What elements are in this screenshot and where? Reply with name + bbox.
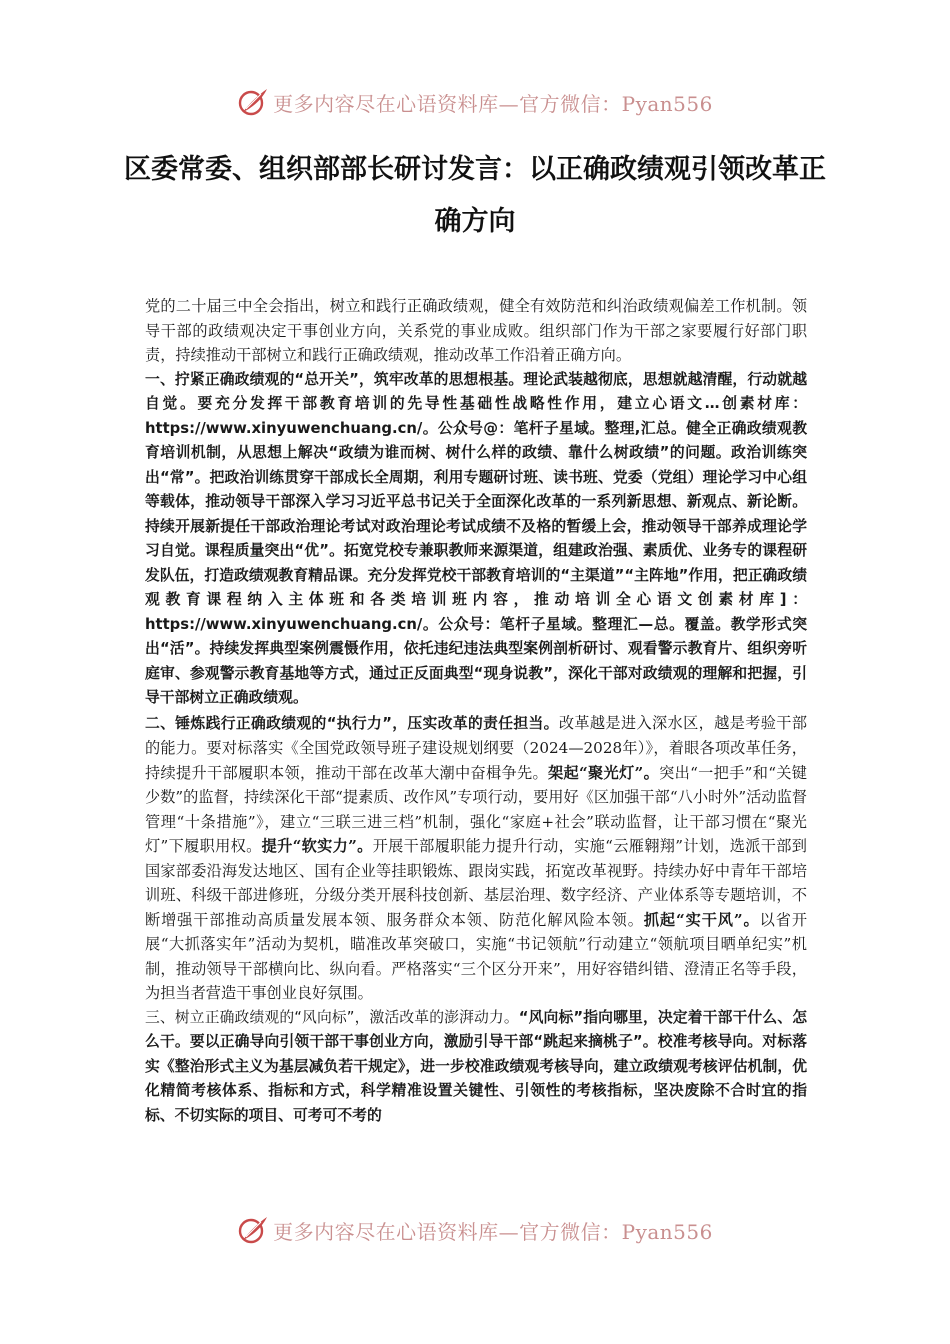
section-2-body-3: 开展干部履职能力提升行动，实施“云雁翱翔”计划，选派干部到国家部委沿海发达地区、国有企业等挂职锻炼、跟岗实践，拓宽改革视野。持续办好中青年干部培训班、科级干部进修班，分级分类开展科技创新、基层治理、数字经济、产业体系等专题培训，不断增强干部推动高质量发展本领、服务群众本领、防范化解风险本领。 [145,837,807,929]
section-2-body-4: 以省开展“大抓落实年”活动为契机，瞄准改革突破口，实施“书记领航”行动建立“领航项目晒单纪实”机制，推动领导干部横向比、纵向看。严格落实“三个区分开来”，用好容错纠错、澄清正名等手段，为担当者营造干事创业良好氛围。 [145,910,808,1002]
section-1-body: 理论武装越彻底，思想就越清醒，行动就越自觉。要充分发挥干部教育培训的先导性基础性战略性作用，建立心语文…创素材库：https://www.xinyuwenchuang.cn/。公众号@：笔杆子星域。整理,汇总。健全正确政绩观教育培训机制，从思想上解决“政绩为谁而树、树什么样的政绩、靠什么树政绩”的问题。政治训练突出“常”。把政治训练贯穿干部成长全周期，利用专题研讨班、读书班、党委（党组）理论学习中心组等载体，推动领导干部深入学习习近平总书记关于全面深化改革的一系列新思想、新观点、新论断。持续开展新提任干部政治理论考试对政治理论考试成绩不及格的暂缓上会，推动领导干部养成理论学习自觉。课程质量突出“优”。拓宽党校专兼职教师来源渠道，组建政治强、素质优、业务专的课程研发队伍，打造政绩观教育精品课。充分发挥党校干部教育培训的“主渠道”“主阵地”作用，把正确政绩观教育课程纳入主体班和各类培训班内容，推动培训全心语文创素材库]：https://www.xinyuwenchuang.cn/。公众号：笔杆子星域。整理汇—总。覆盖。教学形式突出“活”。持续发挥典型案例震慑作用，依托违纪违法典型案例剖析研讨、观看警示教育片、组织旁听庭审、参观警示教育基地等方式，通过正反面典型“现身说教”，深化干部对政绩观的理解和把握，引导干部树立正确政绩观。 [145,370,807,706]
section-3-body: “风向标”指向哪里，决定着干部干什么、怎么干。要以正确导向引领干部干事创业方向，激励引导干部“跳起来摘桃子”。校准考核导向。对标落实《整治形式主义为基层减负若干规定》，进一步校准政绩观考核导向，建立政绩观考核评估机制，优化精简考核体系、指标和方式，科学精准设置关键性、引领性的考核指标，坚决废除不合时宜的指标、不切实际的项目、可考可不考的 [145,1008,807,1124]
section-2-body-1: 改革越是进入深水区，越是考验干部的能力。要对标落实《全国党政领导班子建设规划纲要（2024—2028年）》，着眼各项改革任务，持续提升干部履职本领，推动干部在改革大潮中奋楫争先。 [145,713,808,782]
section-1-heading: 一、拧紧正确政绩观的“总开关”，筑牢改革的思想根基。 [145,370,524,388]
section-2 [145,711,807,1006]
section-2-subheading-2: 提升“软实力”。 [261,837,373,855]
intro-paragraph: 党的二十届三中全会指出，树立和践行正确政绩观，健全有效防范和纠治政绩观偏差工作机制。领导干部的政绩观决定干事创业方向，关系党的事业成败。组织部门作为干部之家要履行好部门职责，持续推动干部树立和践行正确政绩观，推动改革工作沿着正确方向。 [145,297,807,364]
header-watermark-banner [0,80,950,124]
section-3-heading: 三、树立正确政绩观的“风向标”，激活改革的澎湃动力。 [145,1008,519,1026]
watermark-text: 更多内容尽在心语资料库—官方微信：Pyan556 [273,1219,713,1244]
section-3 [145,1006,807,1129]
quill-logo-icon [237,1214,269,1246]
footer-watermark-banner [0,1208,950,1252]
quill-logo-icon [237,86,269,118]
section-2-heading: 二、锤炼践行正确政绩观的“执行力”，压实改革的责任担当。 [145,714,559,732]
section-2-subheading-1: 架起“聚光灯”。 [547,763,660,782]
section-2-body-2: 突出“一把手”和“关键少数”的监督，持续深化干部“提素质、改作风”专项行动，要用好《区加强干部“八小时外”活动监督管理“十条措施”》，建立“三联三进三档”机制，强化“家庭+社会”联动监督，让干部习惯在“聚光灯”下履职用权。 [145,763,807,855]
watermark-text: 更多内容尽在心语资料库—官方微信：Pyan556 [273,91,713,116]
section-1 [145,368,807,711]
section-2-subheading-3: 抓起“实干风”。 [643,910,760,929]
document-body [145,294,807,1128]
document-title: 区委常委、组织部部长研讨发言：以正确政绩观引领改革正确方向 [124,154,826,237]
